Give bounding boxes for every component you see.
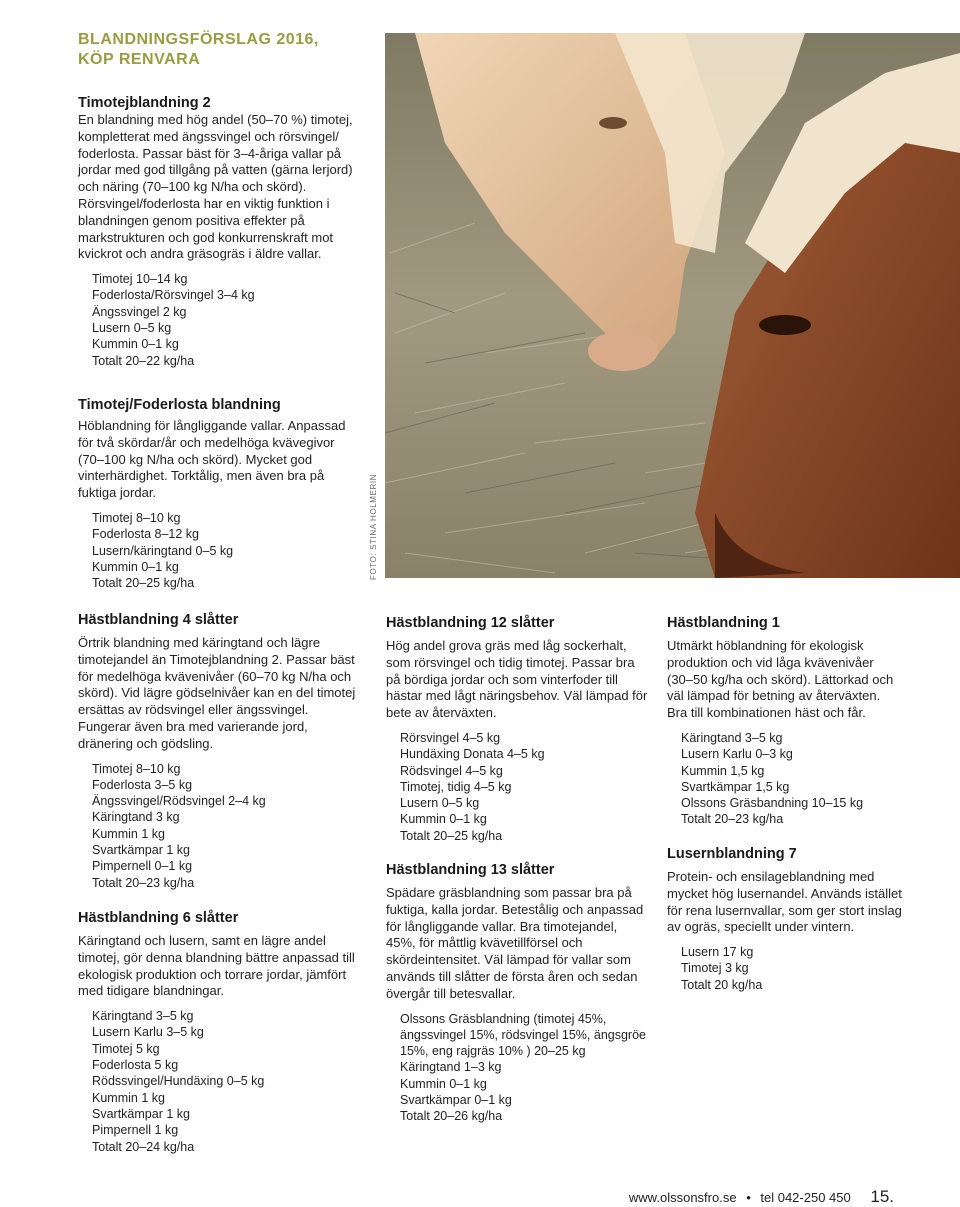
- kicker-line-1: BLANDNINGSFÖRSLAG 2016,: [78, 31, 319, 48]
- seed-list: [92, 510, 363, 591]
- list-item: Kummin 1 kg: [92, 826, 165, 841]
- phone-number: tel 042-250 450: [760, 1190, 851, 1205]
- list-item: Totalt 20–26 kg/ha: [400, 1109, 503, 1124]
- list-item: Pimpernell 1 kg: [92, 1123, 179, 1138]
- list-item: Foderlosta 3–5 kg: [92, 777, 193, 792]
- list-item: Timotej 8–10 kg: [92, 761, 181, 776]
- section-timotejblandning-2: [78, 94, 363, 369]
- list-item: Lusern 0–5 kg: [400, 796, 480, 811]
- list-item: Totalt 20–23 kg/ha: [681, 812, 784, 827]
- section-title: Hästblandning 6 slåtter: [78, 910, 239, 926]
- list-item: Totalt 20 kg/ha: [681, 977, 763, 992]
- seed-list: [92, 271, 363, 369]
- seed-list: [681, 730, 902, 828]
- section-lusernblandning-7: [667, 845, 902, 993]
- list-item: Olssons Gräsbandning 10–15 kg: [681, 796, 864, 811]
- list-item: Totalt 20–22 kg/ha: [92, 353, 195, 368]
- photo-credit: [366, 473, 380, 580]
- list-item: Timotej 8–10 kg: [92, 510, 181, 525]
- section-hastblandning-12: [386, 614, 648, 844]
- list-item: Totalt 20–25 kg/ha: [400, 828, 503, 843]
- photo-credit-text: FOTO: STINA HOLMERIN: [369, 473, 378, 580]
- list-item: Rödssvingel/Hundäxing 0–5 kg: [92, 1074, 265, 1089]
- list-item: Foderlosta/Rörsvingel 3–4 kg: [92, 288, 255, 303]
- seed-list: [400, 730, 648, 844]
- list-item: Kummin 1 kg: [92, 1090, 165, 1105]
- list-item: Käringtand 3 kg: [92, 810, 180, 825]
- section-title: Hästblandning 4 slåtter: [78, 612, 239, 628]
- list-item: Timotej, tidig 4–5 kg: [400, 779, 512, 794]
- section-title: Hästblandning 12 slåtter: [386, 615, 555, 631]
- section-title: Timotej/Foderlosta blandning: [78, 397, 281, 413]
- section-body: En blandning med hög andel (50–70 %) timotej, kompletterat med ängssvingel och rörsvingel/ foderlosta. Passar bäst för 3–4-åriga vallar på jordar med god tillgång på vatten (gärna lerjord) och näring (70–100 kg N/ha och skörd).: [78, 112, 353, 195]
- section-body: Höblandning för långliggande vallar. Anpassad för två skördar/år och medelhöga kvävegivor (70–100 kg N/ha och skörd). Mycket god vinterhärdighet. Torktålig, men även bra på fuktiga jordar.: [78, 418, 346, 501]
- list-item: Käringtand 3–5 kg: [92, 1009, 194, 1024]
- list-item: Kummin 0–1 kg: [92, 559, 179, 574]
- section-body: Rörsvingel/foderlosta har en viktig funktion i blandningen genom positiva effekter på markstrukturen och god konkurrenskraft mot kvickrot och andra gräsogräs i äldre vallar.: [78, 195, 334, 262]
- section-title: Hästblandning 13 slåtter: [386, 862, 555, 878]
- list-item: Käringtand 1–3 kg: [400, 1060, 502, 1075]
- list-item: Ängssvingel/Rödsvingel 2–4 kg: [92, 794, 266, 809]
- list-item: Rödsvingel 4–5 kg: [400, 763, 503, 778]
- section-title: Timotejblandning 2: [78, 95, 211, 111]
- list-item: Totalt 20–24 kg/ha: [92, 1139, 195, 1154]
- list-item: Hundäxing Donata 4–5 kg: [400, 747, 545, 762]
- list-item: Lusern 17 kg: [681, 945, 754, 960]
- seed-list: [400, 1011, 648, 1125]
- list-item: Timotej 5 kg: [92, 1041, 160, 1056]
- section-title: Hästblandning 1: [667, 615, 780, 631]
- page-footer: [629, 1187, 894, 1207]
- list-item: Foderlosta 5 kg: [92, 1058, 179, 1073]
- section-body: Utmärkt höblandning för ekologisk produktion och vid låga kvävenivåer (30–50 kg/ha och skörd). Lättorkad och väl lämpad för betning av återväxten. Bra till kombinationen häst och får.: [667, 638, 894, 721]
- list-item: Lusern 0–5 kg: [92, 321, 172, 336]
- page-number: 15.: [870, 1187, 894, 1206]
- seed-list: [92, 1008, 363, 1155]
- section-hastblandning-1: [667, 614, 902, 828]
- list-item: Totalt 20–25 kg/ha: [92, 576, 195, 591]
- section-hastblandning-6: [78, 909, 363, 1155]
- seed-list: [681, 944, 902, 993]
- footer-bullet: •: [746, 1190, 751, 1205]
- section-body: Käringtand och lusern, samt en lägre andel timotej, gör denna blandning bättre anpassad till ekologisk produktion och torrare jordar, jämfört med tidigare blandningar.: [78, 933, 355, 999]
- section-timotej-foderlosta: [78, 396, 363, 591]
- seed-list: [92, 761, 363, 891]
- ponies-photo: [385, 33, 960, 578]
- list-item: Kummin 0–1 kg: [400, 812, 487, 827]
- list-item: Timotej 3 kg: [681, 961, 749, 976]
- section-body: Spädare gräsblandning som passar bra på fuktiga, kalla jordar. Betestålig och anpassad för långliggande vallar. Bra timotejandel, 45%, för måttlig kvävetillförsel och skördeintensitet. Väl lämpad för vallar som används till slåtter de första åren och sedan övergår till betesvallar.: [386, 885, 644, 1001]
- section-kicker: [78, 30, 378, 70]
- list-item: Lusern Karlu 3–5 kg: [92, 1025, 204, 1040]
- ponies-illustration: [385, 33, 960, 578]
- list-item: Totalt 20–23 kg/ha: [92, 875, 195, 890]
- list-item: Pimpernell 0–1 kg: [92, 859, 193, 874]
- section-body: Örtrik blandning med käringtand och lägre timotejandel än Timotejblandning 2. Passar bäst för medelhöga kvävenivåer (60–70 kg N/ha och skörd). Vid lägre gödselnivåer kan en del timotej ersättas av rödsvingel eller ängssvingel. Fungerar även bra med varierande jord, dränering och gödsling.: [78, 635, 356, 751]
- list-item: Foderlosta 8–12 kg: [92, 527, 200, 542]
- list-item: Lusern/käringtand 0–5 kg: [92, 543, 234, 558]
- list-item: Svartkämpar 0–1 kg: [400, 1093, 512, 1108]
- section-body: Hög andel grova gräs med låg sockerhalt, som rörsvingel och tidig timotej. Passar bra på bördiga jordar och som vinterfoder till hästar med lågt näringsbehov. Väl lämpad för bete av återväxten.: [386, 638, 648, 721]
- section-hastblandning-4: [78, 611, 363, 891]
- list-item: Svartkämpar 1 kg: [92, 1106, 190, 1121]
- list-item: Ängssvingel 2 kg: [92, 304, 187, 319]
- website-link[interactable]: www.olssonsfro.se: [628, 1190, 737, 1205]
- list-item: Lusern Karlu 0–3 kg: [681, 747, 793, 762]
- kicker-line-2: KÖP RENVARA: [78, 51, 201, 68]
- list-item: Svartkämpar 1 kg: [92, 843, 190, 858]
- list-item: Timotej 10–14 kg: [92, 272, 188, 287]
- list-item: Svartkämpar 1,5 kg: [681, 779, 790, 794]
- list-item: Rörsvingel 4–5 kg: [400, 730, 501, 745]
- section-title: Lusernblandning 7: [667, 846, 797, 862]
- section-body: Protein- och ensilageblandning med mycket hög lusernandel. Används istället för rena lusernvallar, som ger stort inslag av ogräs, speciellt under vintern.: [667, 869, 902, 935]
- section-hastblandning-13: [386, 861, 648, 1125]
- list-item: Kummin 1,5 kg: [681, 763, 765, 778]
- list-item: Olssons Gräsblandning (timotej 45%, ängssvingel 15%, rödsvingel 15%, ängsgröe 15%, eng rajgräs 10% ) 20–25 kg: [400, 1011, 646, 1059]
- list-item: Käringtand 3–5 kg: [681, 730, 783, 745]
- list-item: Kummin 0–1 kg: [400, 1076, 487, 1091]
- list-item: Kummin 0–1 kg: [92, 337, 179, 352]
